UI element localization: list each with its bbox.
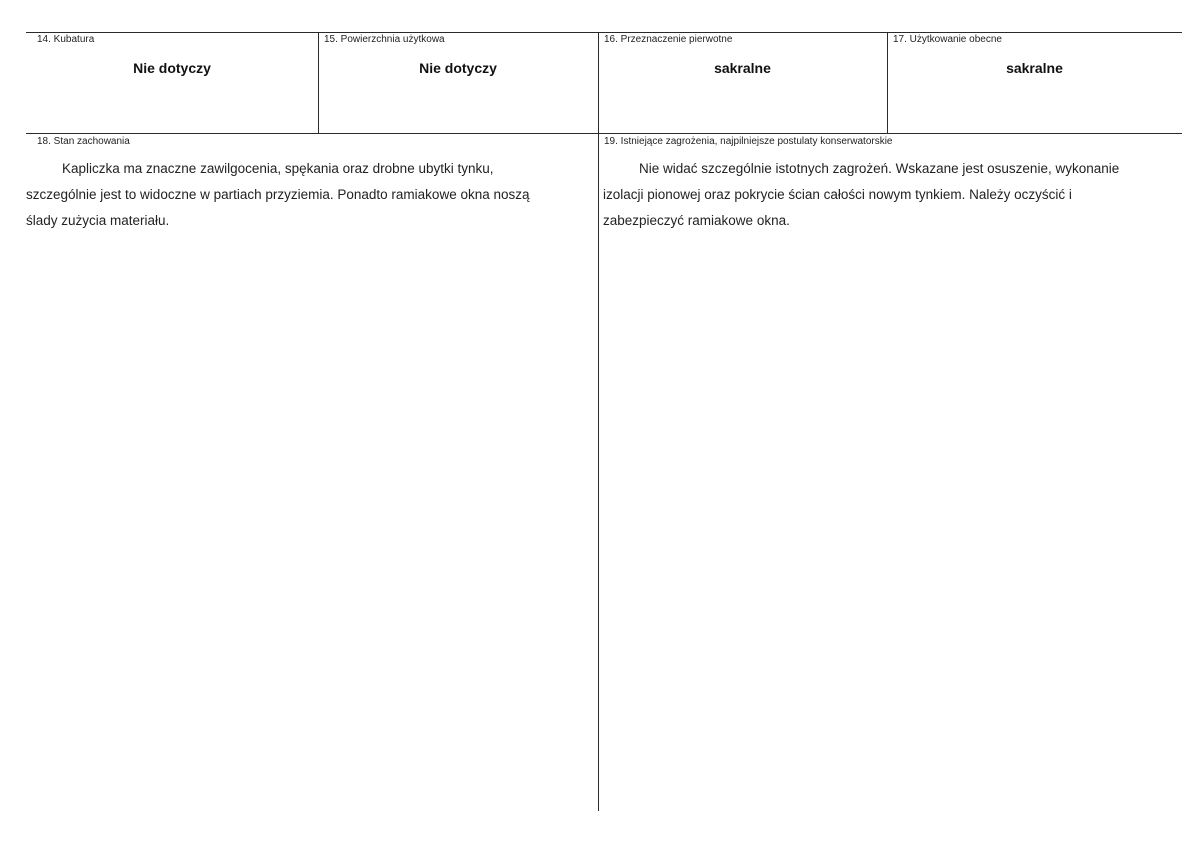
field-kubatura-label: 14. Kubatura [37, 34, 95, 45]
field-przeznaczenie-label: 16. Przeznaczenie pierwotne [604, 34, 733, 45]
field-zagrozenia-text: Nie widać szczególnie istotnych zagrożeń. Wskazane jest osuszenie, wykonanie izolacji pionowej oraz pokrycie ścian całości nowym tynkiem. Należy oczyścić i zabezpieczyć ramiakowe okna. [603, 161, 1120, 228]
middle-border [26, 133, 1182, 134]
field-przeznaczenie-value: sakralne [714, 60, 771, 76]
field-powierzchnia-value: Nie dotyczy [419, 60, 497, 76]
field-stan-label: 18. Stan zachowania [37, 136, 130, 147]
field-uzytkowanie-label: 17. Użytkowanie obecne [893, 34, 1002, 45]
field-uzytkowanie-value: sakralne [1006, 60, 1063, 76]
divider-center [598, 32, 599, 811]
divider-16-17 [887, 32, 888, 133]
field-zagrozenia-label: 19. Istniejące zagrożenia, najpilniejsze postulaty konserwatorskie [604, 136, 893, 147]
top-border [26, 32, 1182, 33]
divider-14-15 [318, 32, 319, 133]
field-powierzchnia-label: 15. Powierzchnia użytkowa [324, 34, 445, 45]
field-kubatura-value: Nie dotyczy [133, 60, 211, 76]
field-stan-text: Kapliczka ma znaczne zawilgocenia, spękania oraz drobne ubytki tynku, szczególnie jest to widoczne w partiach przyziemia. Ponadto ramiakowe okna noszą ślady zużycia materiału. [26, 161, 530, 228]
